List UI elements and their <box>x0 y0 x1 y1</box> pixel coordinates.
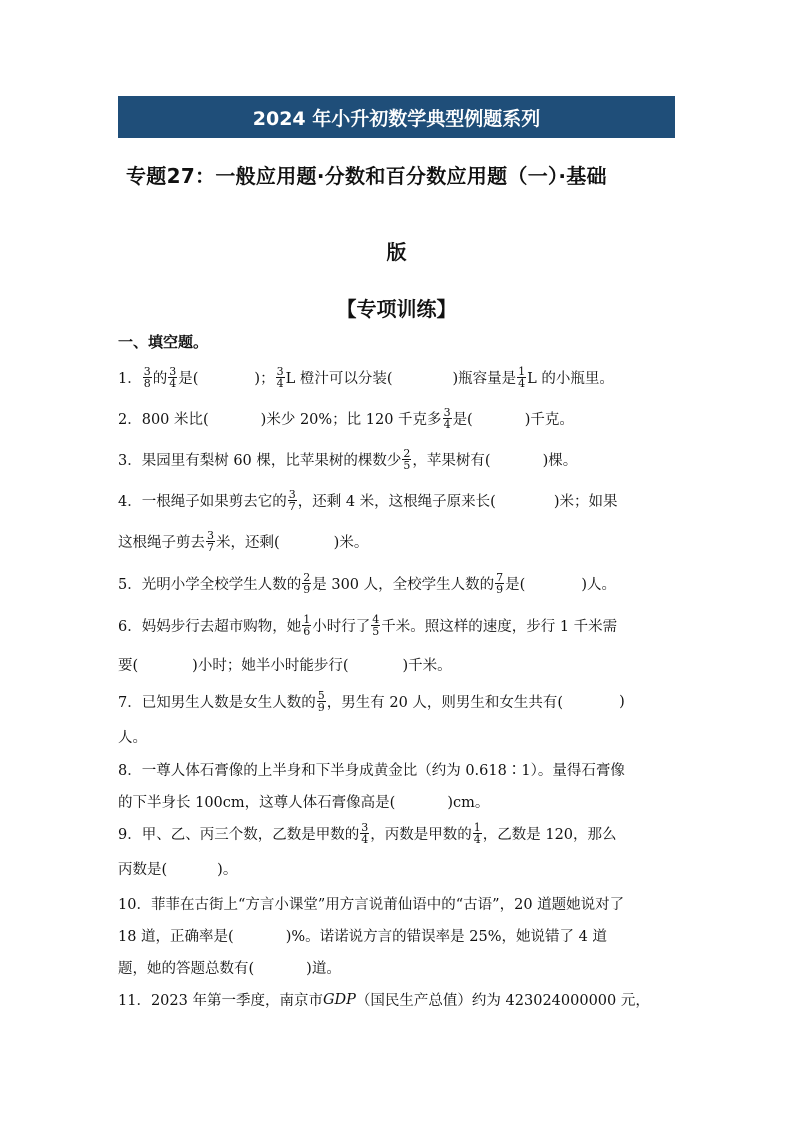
fraction: $\frac{3}{7}$ <box>288 488 296 513</box>
fraction: $\frac{7}{9}$ <box>496 571 504 596</box>
fraction: $\frac{3}{8}$ <box>143 365 151 390</box>
question-4-continued: 这根绳子剪去 $\frac{3}{7}$ 米，还剩( )米。 <box>118 529 369 554</box>
page-title-continued: 版 <box>386 240 407 264</box>
question-4: 4．一根绳子如果剪去它的 $\frac{3}{7}$ ，还剩 4 米，这根绳子原来长( )米；如果 <box>118 488 618 513</box>
question-10-continued-2: 题，她的答题总数有( )道。 <box>118 961 341 977</box>
question-8: 8．一尊人体石膏像的上半身和下半身成黄金比（约为 0.618∶1）。量得石膏像 <box>118 763 625 779</box>
fraction: $\frac{3}{4}$ <box>361 821 369 846</box>
fraction: $\frac{1}{6}$ <box>303 613 311 638</box>
fraction: $\frac{2}{9}$ <box>303 571 311 596</box>
question-10-continued: 18 道，正确率是( )%。诺诺说方言的错误率是 25%，她说错了 4 道 <box>118 929 607 945</box>
fraction: $\frac{2}{5}$ <box>403 447 411 472</box>
question-7: 7．已知男生人数是女生人数的 $\frac{5}{9}$ ，男生有 20 人，则男生和女生共有( ) <box>118 689 625 714</box>
page-title: 专题27：一般应用题·分数和百分数应用题（一）·基础 <box>126 164 607 188</box>
fraction: $\frac{1}{4}$ <box>473 821 481 846</box>
fraction: $\frac{3}{4}$ <box>443 406 451 431</box>
question-9-continued: 丙数是( )。 <box>118 862 238 878</box>
question-3: 3．果园里有梨树 60 棵，比苹果树的棵数少 $\frac{2}{5}$ ，苹果树有( )棵。 <box>118 447 578 472</box>
fraction: $\frac{1}{4}$ <box>518 365 526 390</box>
question-2: 2．800 米比( )米少 20%；比 120 千克多 $\frac{3}{4}$ 是( )千克。 <box>118 406 574 431</box>
question-6: 6．妈妈步行去超市购物，她 $\frac{1}{6}$ 小时行了 $\frac{4}{5}$ 千米。照这样的速度，步行 1 千米需 <box>118 613 618 638</box>
section-heading: 一、填空题。 <box>118 333 209 351</box>
fraction: $\frac{3}{4}$ <box>276 365 284 390</box>
question-7-continued: 人。 <box>118 730 147 746</box>
series-banner: 2024 年小升初数学典型例题系列 <box>118 96 675 138</box>
fraction: $\frac{5}{9}$ <box>317 689 325 714</box>
question-11: 11．2023 年第一季度，南京市 GDP （国民生产总值）约为 423024000000 元， <box>118 991 650 1009</box>
section-subtitle: 【专项训练】 <box>336 297 457 321</box>
question-6-continued: 要( )小时；她半小时能步行( )千米。 <box>118 658 452 674</box>
question-10: 10．菲菲在古街上“方言小课堂”用方言说莆仙语中的“古语”，20 道题她说对了 <box>118 897 625 913</box>
fraction: $\frac{3}{4}$ <box>169 365 177 390</box>
question-9: 9．甲、乙、丙三个数，乙数是甲数的 $\frac{3}{4}$ ，丙数是甲数的 $\frac{1}{4}$ ，乙数是 120，那么 <box>118 821 617 846</box>
question-8-continued: 的下半身长 100cm，这尊人体石膏像高是( )cm。 <box>118 795 490 811</box>
fraction: $\frac{3}{7}$ <box>207 529 214 554</box>
question-1: 1． $\frac{3}{8}$ 的 $\frac{3}{4}$ 是( )； $\frac{3}{4}$ L 橙汁可以分装( )瓶容量是 $\frac{1}{4}$ L 的小瓶里。 <box>118 365 614 390</box>
question-5: 5．光明小学全校学生人数的 $\frac{2}{9}$ 是 300 人，全校学生人数的 $\frac{7}{9}$ 是( )人。 <box>118 571 616 596</box>
fraction: $\frac{4}{5}$ <box>372 613 380 638</box>
